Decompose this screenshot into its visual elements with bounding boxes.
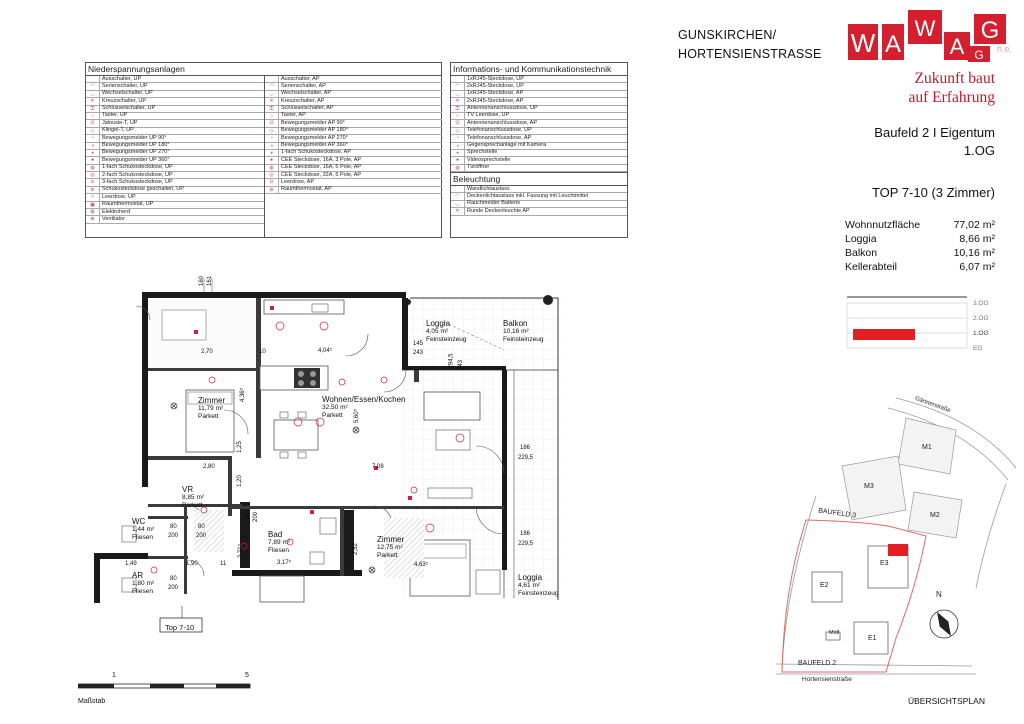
room-bad-name: Bad <box>268 530 283 539</box>
project-title <box>678 26 821 64</box>
room-loggia2 <box>518 574 558 598</box>
room-zimmer1-name: Zimmer <box>198 396 226 405</box>
legend-label: Elektroherd <box>102 208 131 215</box>
slogan <box>840 69 995 107</box>
legend-symbol-icon: ◡ <box>265 91 279 97</box>
legend-label: TV Leerdose, UP <box>467 112 510 119</box>
site-e2: E2 <box>820 582 829 589</box>
area-table <box>845 218 995 274</box>
legend-symbol-icon: ◠ <box>86 83 100 89</box>
legend-label: Telefonanschlussdose, UP <box>467 127 532 134</box>
slogan-line2: auf Erfahrung <box>908 89 995 106</box>
room-vr-name: VR <box>182 485 194 494</box>
scale-bar <box>78 672 258 712</box>
site-street2: Hortensienstraße <box>802 676 852 683</box>
room-wc-floor: Fliesen <box>132 534 153 541</box>
unit-location-marker <box>888 544 908 556</box>
room-balkon-name: Balkon <box>503 319 528 328</box>
legend-symbol-icon: ○ <box>86 113 100 119</box>
area-label: Kellerabteil <box>845 261 897 273</box>
legend-label: Bewegungsmelder AP 180° <box>281 127 348 134</box>
dim-186b: 186 <box>520 531 531 537</box>
legend-symbol-icon: ⚿ <box>86 106 100 112</box>
legend-label: CEE Steckdose, 16A, 5 Pole, AP <box>281 164 362 171</box>
room-zimmer2-floor: Parkett <box>377 552 398 559</box>
room-wc-area: 1,44 m² <box>132 526 155 533</box>
room-zimmer1-floor: Parkett <box>198 413 219 420</box>
dim-10a: 10 <box>259 349 266 355</box>
legend-symbol-icon: ✕ <box>86 98 100 104</box>
dim-404: 4,04⁵ <box>318 348 333 354</box>
svg-text:A: A <box>884 31 902 58</box>
dim-200c: 200 <box>253 511 260 523</box>
dim-2295a: 229,5 <box>518 455 534 461</box>
dim-200a: 200 <box>168 533 179 539</box>
dim-161: 161 <box>207 275 214 287</box>
svg-text:W: W <box>914 16 936 41</box>
legend-row <box>265 187 442 194</box>
legend-low-voltage <box>85 62 442 238</box>
dim-252: 2,52 <box>352 543 359 555</box>
room-ar-area: 1,80 m² <box>132 580 155 587</box>
legend-symbol-icon: ◠ <box>265 83 279 89</box>
area-value: 8,66 m² <box>959 233 995 245</box>
svg-text:h.e.: h.e. <box>996 44 1012 54</box>
room-bad-floor: Fliesen <box>268 547 289 554</box>
legend-label: Deckenlichtauslass inkl. Fassung mit Leuchtmittel <box>467 192 589 199</box>
legend-label: Rauchmelder Batterie <box>467 200 521 207</box>
legend-label: Antennenanschlussdose, UP <box>467 105 538 112</box>
dim-160: 160 <box>199 275 206 287</box>
dim-463: 4,63⁵ <box>414 562 429 568</box>
room-vr-area: 8,85 m² <box>182 494 205 501</box>
legend-light-title: Beleuchtung <box>451 172 627 186</box>
legend-label: Taster, UP <box>102 112 128 119</box>
dim-270: 2,70 <box>201 349 213 355</box>
floor-label: 3.OG <box>973 300 989 307</box>
site-m1: M1 <box>922 444 932 451</box>
legend-label: Bewegungsmelder AP 360° <box>281 142 348 149</box>
legend-label: Bewegungsmelder UP 270° <box>102 149 170 156</box>
legend-light-list <box>451 186 627 216</box>
site-e1: E1 <box>868 635 877 642</box>
room-loggia1-area: 4,05 m² <box>426 328 449 335</box>
site-street1: Gärtnerstraße <box>914 395 952 415</box>
legend-symbol-icon: ⌒ <box>451 76 465 82</box>
dim-560: 5,60⁵ <box>354 408 361 424</box>
legend-row <box>451 208 627 215</box>
legend-label: Videosprechstelle <box>467 156 511 163</box>
room-loggia2-area: 4,61 m² <box>518 582 541 589</box>
legend-label: 2xRJ45-Steckdose, AP <box>467 97 524 104</box>
svg-text:W: W <box>850 28 876 58</box>
dim-125: 1,25 <box>236 441 243 453</box>
legend-label: Serienschalter, AP <box>281 82 326 89</box>
area-row <box>845 218 995 232</box>
legend-label: Leerdose, AP <box>281 178 315 185</box>
dim-243b: 243 <box>458 359 465 371</box>
legend-label: Ventilator <box>102 215 125 222</box>
room-wohnen-area: 32,50 m² <box>322 404 348 411</box>
legend-symbol-icon: ⊡ <box>86 120 100 126</box>
legend-symbol-icon: ◇ <box>86 128 100 134</box>
room-zimmer2-area: 12,75 m² <box>377 544 403 551</box>
legend-label: Leerdose, UP <box>102 193 136 200</box>
legend-symbol-icon: ◑ <box>86 143 100 149</box>
legend-symbol-icon: ◇ <box>451 128 465 134</box>
legend-label: Gegensprechanlage mit Kamera <box>467 142 547 149</box>
room-wc-name: WC <box>132 517 146 526</box>
floor-plan <box>84 270 570 636</box>
site-plan <box>776 388 1022 678</box>
project-title-line2: HORTENSIENSTRASSE <box>678 47 822 61</box>
legend-info-title: Informations- und Kommunikationstechnik <box>451 63 627 76</box>
legend-symbol-icon: ◔ <box>265 135 279 141</box>
area-value: 10,16 m² <box>953 247 995 259</box>
room-wohnen <box>322 396 405 420</box>
legend-label: Ausschalter, AP <box>281 75 320 82</box>
room-wohnen-floor: Parkett <box>322 412 343 419</box>
unit-top-label: TOP 7-10 (3 Zimmer) <box>871 185 995 200</box>
legend-symbol-icon: ◍ <box>265 165 279 171</box>
legend-symbol-icon: ⊡ <box>265 120 279 126</box>
legend-low-voltage-col1 <box>86 76 264 224</box>
site-north: N <box>936 590 942 599</box>
floor-label: EG <box>973 345 983 352</box>
dim-243a: 243 <box>413 350 424 356</box>
dim-280: 2,80 <box>203 464 215 470</box>
floor-label: 2.OG <box>973 315 989 322</box>
legend-symbol-icon: ● <box>86 157 100 163</box>
svg-text:G: G <box>974 48 984 62</box>
legend-symbol-icon: ⊙ <box>86 179 100 185</box>
legend-label: 2xRJ45-Steckdose, UP <box>467 82 524 89</box>
legend-symbol-icon: ◡ <box>451 91 465 97</box>
project-title-line1: GUNSKIRCHEN/ <box>678 28 777 42</box>
room-balkon-floor: Feinsteinzeug <box>503 336 544 343</box>
legend-row <box>451 165 627 172</box>
legend-symbol-icon: ◍ <box>86 165 100 171</box>
dim-190: 1,90 <box>186 561 198 567</box>
unit-top <box>820 184 995 202</box>
legend-symbol-icon: ◇ <box>265 128 279 134</box>
dim-2945: 294,5 <box>448 353 455 369</box>
legend-label: Kreuzschalter, AP <box>281 97 325 104</box>
floor-label: 1.OG <box>973 330 989 337</box>
legend-label: Raumthermostat, AP <box>281 186 332 193</box>
legend-symbol-icon: ◎ <box>86 172 100 178</box>
legend-symbol-icon: ⊚ <box>265 187 279 193</box>
area-row <box>845 246 995 260</box>
dim-200b: 200 <box>196 533 207 539</box>
legend-symbol-icon: ○ <box>265 113 279 119</box>
legend-symbol-icon: ◑ <box>265 143 279 149</box>
site-e3: E3 <box>880 560 889 567</box>
legend-symbol-icon: □ <box>86 194 100 200</box>
legend-label: Raumthermostat, UP <box>102 201 154 208</box>
legend-symbol-icon: ✕ <box>451 208 465 214</box>
legend-label: Antennenanschlussdose, AP <box>467 119 538 126</box>
legend-symbol-icon: ◠ <box>451 83 465 89</box>
room-balkon <box>503 320 543 344</box>
svg-text:G: G <box>980 17 1000 44</box>
room-zimmer1 <box>198 397 225 421</box>
legend-symbol-icon: ⊡ <box>451 120 465 126</box>
legend-label: Schlüsselschalter, AP <box>281 105 334 112</box>
legend-row <box>86 216 264 223</box>
legend-info <box>450 62 628 238</box>
legend-symbol-icon: ◔ <box>86 135 100 141</box>
legend-label: 3-fach Schukosteckdose, UP <box>102 178 173 185</box>
room-loggia2-floor: Feinsteinzeug <box>518 590 559 597</box>
area-label: Wohnnutzfläche <box>845 219 921 231</box>
dim-271: 2,71⁵ <box>238 543 245 559</box>
dim-708: 7,08 <box>372 464 384 470</box>
site-muell: Müll <box>829 630 840 636</box>
dim-11: 11 <box>220 561 227 567</box>
legend-label: Taster, AP <box>281 112 306 119</box>
room-zimmer2-name: Zimmer <box>377 535 405 544</box>
legend-symbol-icon: ◎ <box>265 172 279 178</box>
room-bad <box>268 531 290 555</box>
svg-text:A: A <box>949 34 965 59</box>
legend-label: Ausschalter, UP <box>102 75 142 82</box>
legend-info-list <box>451 76 627 172</box>
room-balkon-area: 10,16 m² <box>503 328 529 335</box>
legend-symbol-icon: ◠ <box>451 193 465 199</box>
legend-symbol-icon: ◡ <box>451 201 465 207</box>
room-loggia1 <box>426 320 466 344</box>
legend-symbol-icon: ● <box>451 157 465 163</box>
room-wc <box>132 518 154 542</box>
dim-317: 3,17⁵ <box>277 560 292 566</box>
legend-label: Kreuzschalter, UP <box>102 97 147 104</box>
room-vr-floor: Parkett <box>182 502 203 509</box>
room-zimmer2 <box>377 536 404 560</box>
floor-labels <box>973 300 1003 360</box>
room-wohnen-name: Wohnen/Essen/Kochen <box>322 395 406 404</box>
site-m3: M3 <box>864 483 874 490</box>
legend-label: Wechselschalter, UP <box>102 90 153 97</box>
legend-symbol-icon: ⊙ <box>265 179 279 185</box>
area-label: Loggia <box>845 233 877 245</box>
dim-80b: 80 <box>198 524 205 530</box>
legend-label: Jalousie-T, UP <box>102 119 138 126</box>
room-ar <box>132 572 154 596</box>
unit-building: Baufeld 2 I Eigentum <box>874 125 995 140</box>
legend-label: 1xRJ45-Steckdose, AP <box>467 90 524 97</box>
legend-symbol-icon: ◕ <box>451 150 465 156</box>
legend-symbol-icon: ⚿ <box>451 106 465 112</box>
slogan-line1: Zukunft baut <box>914 70 995 87</box>
legend-label: 1xRJ45-Steckdose, UP <box>467 75 524 82</box>
legend-label: Bewegungsmelder AP 90° <box>281 119 345 126</box>
legend-symbol-icon: ◡ <box>86 91 100 97</box>
unit-info <box>820 124 995 160</box>
area-row <box>845 260 995 274</box>
site-plan-title: ÜBERSICHTSPLAN <box>908 696 985 706</box>
area-row <box>845 232 995 246</box>
legend-symbol-icon: ● <box>265 157 279 163</box>
legend-symbol-icon: ◕ <box>86 150 100 156</box>
legend-label: Schukosteckdose geschalten, UP <box>102 186 184 193</box>
scale-one: 1 <box>112 672 116 679</box>
legend-label: CEE Steckdose, 16A, 3 Pole, AP <box>281 156 362 163</box>
legend-label: Schlüsselschalter, UP <box>102 105 156 112</box>
room-ar-floor: Fliesen <box>132 588 153 595</box>
dim-120: 1,20 <box>236 475 243 487</box>
legend-label: 1-fach Schukosteckdose, AP <box>281 149 352 156</box>
dim-200d: 200 <box>168 585 179 591</box>
dim-80d: 80 <box>170 576 177 582</box>
scale-title: Maßstab <box>78 698 106 705</box>
area-label: Balkon <box>845 247 878 259</box>
legend-symbol-icon: ✕ <box>451 98 465 104</box>
room-zimmer1-area: 11,79 m² <box>198 405 224 412</box>
room-bad-area: 7,89 m² <box>268 539 291 546</box>
legend-symbol-icon: ◑ <box>451 143 465 149</box>
dim-10b: 10 <box>344 562 351 568</box>
legend-symbol-icon: ⌒ <box>86 76 100 82</box>
room-loggia1-name: Loggia <box>426 319 451 328</box>
legend-symbol-icon: ⊠ <box>86 209 100 215</box>
dim-436: 4,36⁵ <box>240 387 247 403</box>
legend-symbol-icon: ○ <box>451 113 465 119</box>
legend-symbol-icon: ▣ <box>86 202 100 208</box>
unit-floor: 1.OG <box>963 143 995 158</box>
dim-145: 145 <box>413 341 424 347</box>
room-ar-name: AR <box>132 571 144 580</box>
legend-symbol-icon: ◍ <box>451 165 465 171</box>
legend-label: Telefonanschlussdose, AP <box>467 134 532 141</box>
dim-186a: 186 <box>520 445 531 451</box>
legend-label: Bewegungsmelder UP 180° <box>102 142 170 149</box>
legend-symbol-icon: ⚿ <box>265 106 279 112</box>
dim-2295b: 229,5 <box>518 541 534 547</box>
dim-80c: 80 <box>244 511 251 519</box>
legend-symbol-icon: ✕ <box>265 98 279 104</box>
legend-label: Klingel-T, UP <box>102 127 134 134</box>
scale-five: 5 <box>245 672 249 679</box>
legend-label: CEE Steckdose, 32A, 5 Pole, AP <box>281 171 362 178</box>
legend-label: Türöffner <box>467 164 490 171</box>
wag-logo <box>848 8 1018 66</box>
legend-symbol-icon: ⌒ <box>451 186 465 192</box>
area-value: 6,07 m² <box>959 261 995 273</box>
legend-low-voltage-col2 <box>264 76 442 238</box>
site-baufeld3: BAUFELD 3 <box>817 507 857 520</box>
dim-80a: 80 <box>170 524 177 530</box>
legend-symbol-icon: ⊚ <box>86 187 100 193</box>
entrance-label: Top 7-10 <box>165 623 195 632</box>
dim-149: 1,49 <box>125 561 137 567</box>
active-floor-bar <box>853 329 915 340</box>
legend-symbol-icon: ◔ <box>451 135 465 141</box>
legend-symbol-icon: ◕ <box>265 150 279 156</box>
legend-label: 2-fach Schukosteckdose, UP <box>102 171 173 178</box>
legend-symbol-icon: ⊗ <box>86 216 100 222</box>
room-loggia1-floor: Feinsteinzeug <box>426 336 467 343</box>
room-vr <box>182 486 204 510</box>
legend-label: Wechselschalter, AP <box>281 90 332 97</box>
site-m2: M2 <box>930 512 940 519</box>
legend-label: Wandlichtauslass <box>467 185 510 192</box>
room-loggia2-name: Loggia <box>518 573 543 582</box>
legend-label: Bewegungsmelder UP 90° <box>102 134 167 141</box>
legend-label: 1-fach Schukosteckdose, UP <box>102 164 173 171</box>
site-baufeld2: BAUFELD 2 <box>798 660 837 667</box>
legend-low-voltage-title: Niederspannungsanlagen <box>86 63 441 76</box>
area-value: 77,02 m² <box>953 219 995 231</box>
legend-label: Bewegungsmelder AP 270° <box>281 134 348 141</box>
legend-label: Serienschalter, UP <box>102 82 148 89</box>
legend-label: Runde Deckenleuchte AP <box>467 207 530 214</box>
legend-label: Bewegungsmelder UP 360° <box>102 156 170 163</box>
legend-label: Sprechstelle <box>467 149 498 156</box>
legend-symbol-icon: ⌒ <box>265 76 279 82</box>
